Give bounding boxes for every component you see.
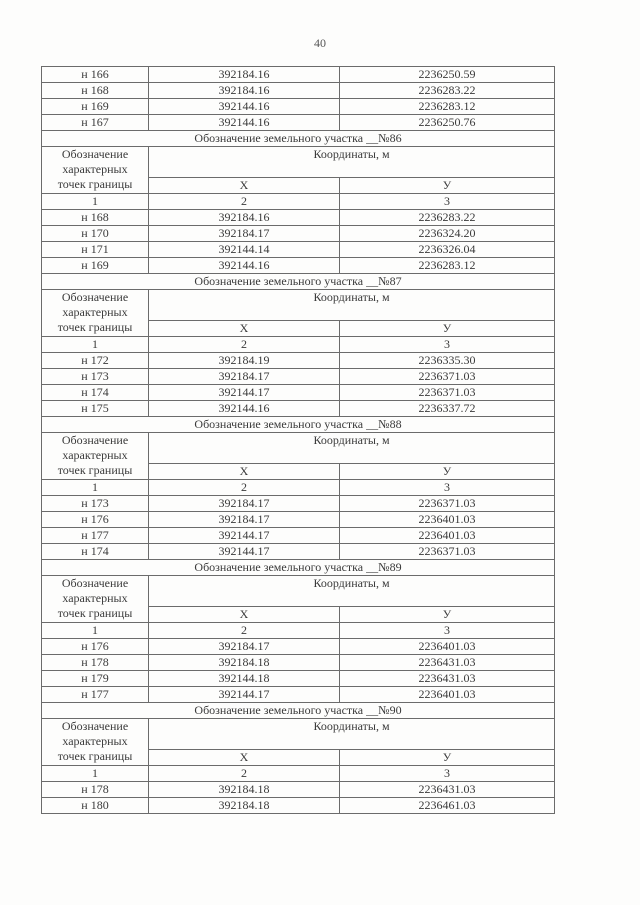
- x-coordinate-cell: 392184.16: [149, 83, 340, 99]
- column-number-row: [42, 337, 555, 353]
- y-coordinate-cell: 2236324.20: [340, 226, 555, 242]
- point-id-cell: н 178: [42, 655, 149, 671]
- x-coordinate-cell: 392184.17: [149, 369, 340, 385]
- header-point-line: точек границы: [57, 606, 133, 620]
- column-number-cell: 2: [149, 194, 340, 210]
- y-coordinate-cell: 2236431.03: [340, 671, 555, 687]
- x-coordinate-cell: 392184.18: [149, 655, 340, 671]
- point-id-cell: н 170: [42, 226, 149, 242]
- table-row: [42, 782, 555, 798]
- point-id-cell: н 178: [42, 782, 149, 798]
- point-id-cell: н 167: [42, 115, 149, 131]
- table-row: [42, 67, 555, 83]
- parcel-caption-row: [42, 274, 555, 290]
- header-x: X: [149, 750, 340, 766]
- column-number-cell: 2: [149, 337, 340, 353]
- x-coordinate-cell: 392144.17: [149, 528, 340, 544]
- column-number-cell: 3: [340, 623, 555, 639]
- column-number-row: [42, 194, 555, 210]
- x-coordinate-cell: 392184.17: [149, 226, 340, 242]
- x-coordinate-cell: 392144.16: [149, 258, 340, 274]
- y-coordinate-cell: 2236431.03: [340, 782, 555, 798]
- header-row: [42, 290, 555, 321]
- column-number-cell: 3: [340, 194, 555, 210]
- y-coordinate-cell: 2236283.12: [340, 258, 555, 274]
- y-coordinate-cell: 2236431.03: [340, 655, 555, 671]
- header-point-designation: [42, 433, 149, 480]
- header-y: У: [340, 750, 555, 766]
- header-x: X: [149, 321, 340, 337]
- point-id-cell: н 174: [42, 544, 149, 560]
- header-point-line: точек границы: [57, 320, 133, 334]
- header-y: У: [340, 464, 555, 480]
- x-coordinate-cell: 392144.17: [149, 687, 340, 703]
- x-coordinate-cell: 392184.18: [149, 798, 340, 814]
- header-row: [42, 433, 555, 464]
- header-point-line: характерных: [62, 591, 128, 605]
- x-coordinate-cell: 392144.16: [149, 401, 340, 417]
- x-coordinate-cell: 392144.17: [149, 544, 340, 560]
- header-y: У: [340, 607, 555, 623]
- table-row: [42, 655, 555, 671]
- table-row: [42, 385, 555, 401]
- table-row: [42, 639, 555, 655]
- column-number-cell: 2: [149, 480, 340, 496]
- y-coordinate-cell: 2236401.03: [340, 687, 555, 703]
- point-id-cell: н 173: [42, 496, 149, 512]
- header-y: У: [340, 178, 555, 194]
- point-id-cell: н 169: [42, 99, 149, 115]
- point-id-cell: н 176: [42, 512, 149, 528]
- header-point-line: точек границы: [57, 177, 133, 191]
- parcel-caption-row: [42, 131, 555, 147]
- x-coordinate-cell: 392144.14: [149, 242, 340, 258]
- header-point-designation: [42, 290, 149, 337]
- parcel-caption: Обозначение земельного участка __№88: [42, 417, 555, 433]
- column-number-cell: 2: [149, 766, 340, 782]
- header-coordinates: Координаты, м: [149, 290, 555, 321]
- table-row: [42, 258, 555, 274]
- point-id-cell: н 174: [42, 385, 149, 401]
- parcel-caption: Обозначение земельного участка __№87: [42, 274, 555, 290]
- y-coordinate-cell: 2236335.30: [340, 353, 555, 369]
- parcel-caption-row: [42, 417, 555, 433]
- header-y: У: [340, 321, 555, 337]
- header-point-line: Обозначение: [61, 290, 129, 304]
- y-coordinate-cell: 2236401.03: [340, 528, 555, 544]
- column-number-row: [42, 480, 555, 496]
- table-row: [42, 115, 555, 131]
- column-number-cell: 1: [42, 194, 149, 210]
- point-id-cell: н 171: [42, 242, 149, 258]
- header-point-line: характерных: [62, 305, 128, 319]
- header-point-line: точек границы: [57, 463, 133, 477]
- header-row: [42, 576, 555, 607]
- y-coordinate-cell: 2236461.03: [340, 798, 555, 814]
- column-number-cell: 1: [42, 480, 149, 496]
- column-number-cell: 3: [340, 480, 555, 496]
- point-id-cell: н 177: [42, 528, 149, 544]
- header-point-line: точек границы: [57, 749, 133, 763]
- page-number: 40: [314, 36, 326, 50]
- column-number-row: [42, 766, 555, 782]
- header-x: X: [149, 178, 340, 194]
- y-coordinate-cell: 2236371.03: [340, 385, 555, 401]
- header-point-line: характерных: [62, 162, 128, 176]
- column-number-cell: 1: [42, 337, 149, 353]
- column-number-cell: 3: [340, 337, 555, 353]
- x-coordinate-cell: 392184.17: [149, 496, 340, 512]
- header-coordinates: Координаты, м: [149, 433, 555, 464]
- header-point-line: Обозначение: [61, 433, 129, 447]
- y-coordinate-cell: 2236371.03: [340, 544, 555, 560]
- table-row: [42, 210, 555, 226]
- y-coordinate-cell: 2236283.12: [340, 99, 555, 115]
- x-coordinate-cell: 392184.16: [149, 67, 340, 83]
- parcel-caption: Обозначение земельного участка __№89: [42, 560, 555, 576]
- point-id-cell: н 175: [42, 401, 149, 417]
- coordinates-document: [41, 66, 554, 814]
- header-row: [42, 719, 555, 750]
- column-number-cell: 3: [340, 766, 555, 782]
- y-coordinate-cell: 2236283.22: [340, 210, 555, 226]
- y-coordinate-cell: 2236250.59: [340, 67, 555, 83]
- y-coordinate-cell: 2236337.72: [340, 401, 555, 417]
- header-row: [42, 147, 555, 178]
- table-row: [42, 226, 555, 242]
- header-point-line: характерных: [62, 734, 128, 748]
- table-row: [42, 99, 555, 115]
- column-number-cell: 1: [42, 623, 149, 639]
- table-row: [42, 369, 555, 385]
- parcel-caption-row: [42, 703, 555, 719]
- y-coordinate-cell: 2236401.03: [340, 639, 555, 655]
- x-coordinate-cell: 392144.16: [149, 115, 340, 131]
- table-row: [42, 401, 555, 417]
- table-row: [42, 496, 555, 512]
- table-row: [42, 671, 555, 687]
- column-number-row: [42, 623, 555, 639]
- x-coordinate-cell: 392184.19: [149, 353, 340, 369]
- column-number-cell: 2: [149, 623, 340, 639]
- parcel-caption: Обозначение земельного участка __№86: [42, 131, 555, 147]
- x-coordinate-cell: 392184.16: [149, 210, 340, 226]
- table-row: [42, 687, 555, 703]
- coordinates-table: [41, 66, 555, 814]
- header-point-designation: [42, 719, 149, 766]
- table-row: [42, 353, 555, 369]
- table-row: [42, 798, 555, 814]
- header-point-line: Обозначение: [61, 147, 129, 161]
- point-id-cell: н 180: [42, 798, 149, 814]
- y-coordinate-cell: 2236250.76: [340, 115, 555, 131]
- x-coordinate-cell: 392184.17: [149, 512, 340, 528]
- table-row: [42, 544, 555, 560]
- header-coordinates: Координаты, м: [149, 719, 555, 750]
- header-x: X: [149, 464, 340, 480]
- header-point-designation: [42, 576, 149, 623]
- table-row: [42, 528, 555, 544]
- x-coordinate-cell: 392144.17: [149, 385, 340, 401]
- header-point-line: Обозначение: [61, 576, 129, 590]
- point-id-cell: н 166: [42, 67, 149, 83]
- point-id-cell: н 168: [42, 83, 149, 99]
- header-coordinates: Координаты, м: [149, 576, 555, 607]
- y-coordinate-cell: 2236283.22: [340, 83, 555, 99]
- column-number-cell: 1: [42, 766, 149, 782]
- point-id-cell: н 173: [42, 369, 149, 385]
- table-row: [42, 242, 555, 258]
- header-x: X: [149, 607, 340, 623]
- y-coordinate-cell: 2236326.04: [340, 242, 555, 258]
- x-coordinate-cell: 392184.17: [149, 639, 340, 655]
- x-coordinate-cell: 392184.18: [149, 782, 340, 798]
- point-id-cell: н 168: [42, 210, 149, 226]
- point-id-cell: н 169: [42, 258, 149, 274]
- header-point-line: Обозначение: [61, 719, 129, 733]
- table-row: [42, 83, 555, 99]
- y-coordinate-cell: 2236371.03: [340, 369, 555, 385]
- y-coordinate-cell: 2236371.03: [340, 496, 555, 512]
- x-coordinate-cell: 392144.18: [149, 671, 340, 687]
- header-coordinates: Координаты, м: [149, 147, 555, 178]
- y-coordinate-cell: 2236401.03: [340, 512, 555, 528]
- point-id-cell: н 172: [42, 353, 149, 369]
- table-row: [42, 512, 555, 528]
- parcel-caption: Обозначение земельного участка __№90: [42, 703, 555, 719]
- point-id-cell: н 177: [42, 687, 149, 703]
- point-id-cell: н 179: [42, 671, 149, 687]
- header-point-designation: [42, 147, 149, 194]
- x-coordinate-cell: 392144.16: [149, 99, 340, 115]
- header-point-line: характерных: [62, 448, 128, 462]
- parcel-caption-row: [42, 560, 555, 576]
- point-id-cell: н 176: [42, 639, 149, 655]
